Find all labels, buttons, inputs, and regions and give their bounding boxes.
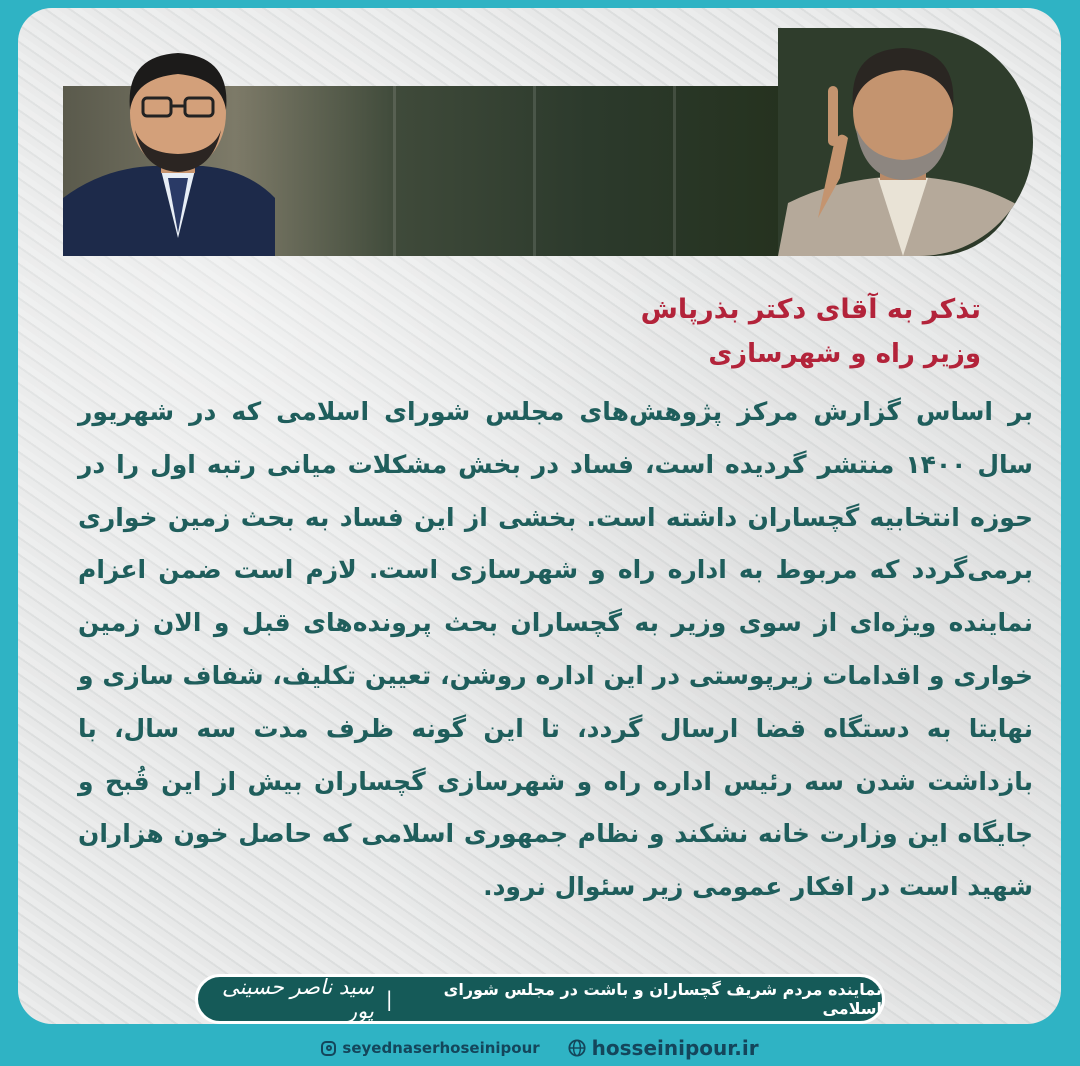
instagram-link[interactable]	[321, 1039, 539, 1057]
photo-panel-divider	[393, 86, 396, 256]
photo-panel-divider	[673, 86, 676, 256]
body-paragraph: بر اساس گزارش مرکز پژوهش‌های مجلس شورای اسلامی که در شهریور سال ۱۴۰۰ منتشر گردیده است، فساد در بخش مشکلات میانی رتبه اول را در حوزه انتخابیه گچساران داشته است. بخشی از این فساد به بحث زمین خواری برمی‌گردد که مربوط به اداره راه و شهرسازی است. لازم است ضمن اعزام نماینده ویژه‌ای از سوی وزیر به گچساران بحث پرونده‌های قبل و الان زمین خواری و اقدامات زیرپوستی در این اداره روشن، تعیین تکلیف، شفاف سازی و نهایتا به دستگاه قضا ارسال گردد، تا این گونه ظرف مدت سه سال، با بازداشت شدن سه رئیس اداره راه و شهرسازی گچساران بیش از این قُبح و جایگاه این وزارت خانه نشکند و نظام جمهوری اسلامی که حاصل خون هزاران شهید است در افکار عمومی زیر سئوال نرود.	[78, 397, 1033, 902]
signature-separator: |	[385, 987, 393, 1011]
representative-portrait	[778, 28, 1033, 256]
instagram-handle: seyednaserhoseinipour	[342, 1039, 540, 1057]
website-url: hosseinipour.ir	[591, 1036, 759, 1060]
signature-role: نماینده مردم شریف گچساران و باشت در مجلس شورای اسلامی	[443, 980, 882, 1018]
headline-line-1: تذکر به آقای دکتر بذرپاش	[640, 294, 981, 325]
instagram-icon	[321, 1041, 336, 1056]
post-card	[18, 8, 1061, 1024]
headline-line-2: وزیر راه و شهرسازی	[708, 339, 981, 369]
signature-name: سید ناصر حسینی پور	[221, 975, 374, 1023]
website-link[interactable]	[568, 1036, 759, 1060]
minister-portrait	[63, 38, 293, 256]
signature-bar	[195, 974, 885, 1024]
headline	[641, 290, 981, 374]
footer	[0, 1030, 1080, 1066]
photo-panel-divider	[533, 86, 536, 256]
globe-icon	[568, 1039, 586, 1057]
